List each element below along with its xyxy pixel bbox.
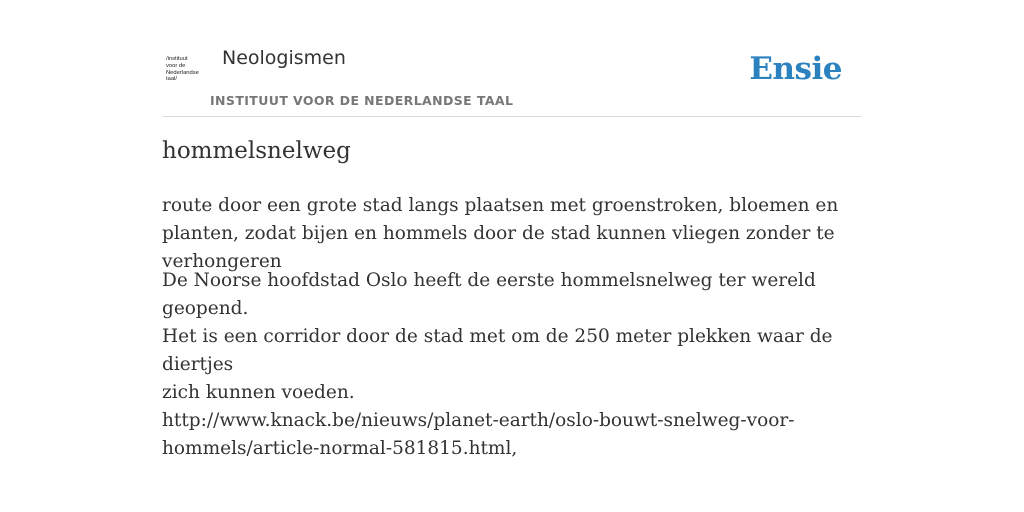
source-link[interactable]: hommels/article-normal-581815.html, [162,438,518,459]
page-header [162,40,862,117]
source-link[interactable]: http://www.knack.be/nieuws/planet-earth/oslo-bouwt-snelweg-voor- [162,410,795,431]
example-line: zich kunnen voeden. [162,382,355,403]
ivdnt-logo[interactable]: /instituut voor de Nederlandse taal/ [166,56,199,83]
definition-text: route door een grote stad langs plaatsen met groenstroken, bloemen en planten, zodat bijen en hommels door de stad kunnen vliegen zonder te verhongeren [162,195,839,272]
example-text [162,267,882,463]
headword: hommelsnelweg [162,138,351,164]
example-line: De Noorse hoofdstad Oslo heeft de eerste hommelsnelweg ter wereld geopend. [162,270,816,319]
example-line: Het is een corridor door de stad met om de 250 meter plekken waar de diertjes [162,326,833,375]
ensie-logo[interactable]: Ensie [749,51,842,87]
organization-name: INSTITUUT VOOR DE NEDERLANDSE TAAL [210,93,514,108]
site-title[interactable]: Neologismen [222,47,346,69]
